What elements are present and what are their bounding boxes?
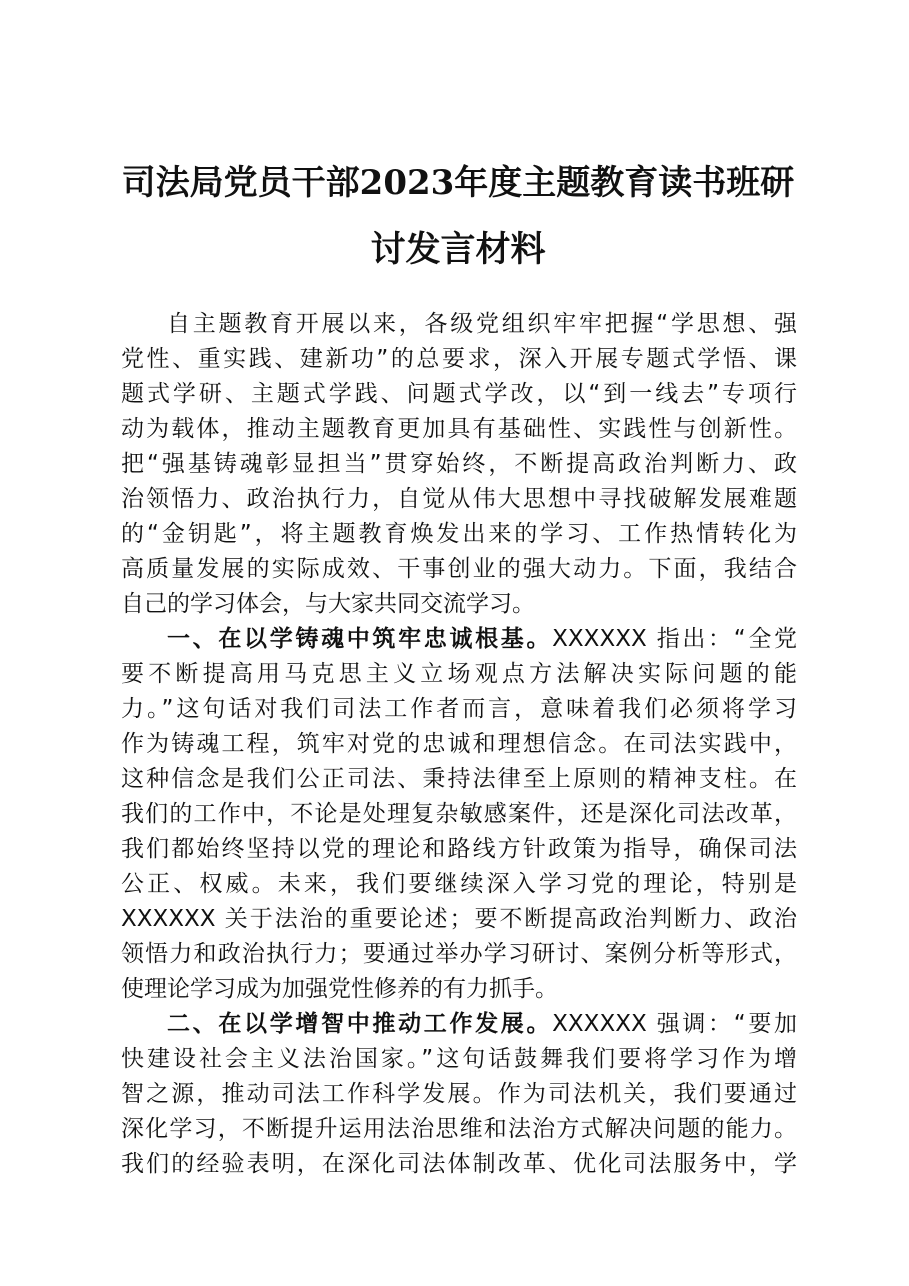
document-body bbox=[121, 307, 797, 1182]
section-1-first-line bbox=[121, 622, 797, 657]
intro-line: 自己的学习体会，与大家共同交流学习。 bbox=[121, 591, 535, 617]
section-2-line: 快建设社会主义法治国家。”这句话鼓舞我们要将学习作为增 bbox=[121, 1046, 797, 1072]
section-1-line: 作为铸魂工程，筑牢对党的忠诚和理想信念。在司法实践中， bbox=[121, 731, 797, 757]
intro-line: 动为载体，推动主题教育更加具有基础性、实践性与创新性。 bbox=[121, 416, 797, 442]
section-1-line: 公正、权威。未来，我们要继续深入学习党的理论，特别是 bbox=[121, 871, 797, 897]
section-1-heading: 一、在以学铸魂中筑牢忠诚根基。 bbox=[167, 626, 553, 652]
section-1-line: 领悟力和政治执行力；要通过举办学习研讨、案例分析等形式， bbox=[121, 941, 797, 967]
section-1-line: 这种信念是我们公正司法、秉持法律至上原则的精神支柱。在 bbox=[121, 766, 797, 792]
section-1-line: 要不断提高用马克思主义立场观点方法解决实际问题的能 bbox=[121, 661, 797, 687]
section-2-line: 我们的经验表明，在深化司法体制改革、优化司法服务中，学 bbox=[121, 1151, 797, 1177]
section-2-first-line-text: XXXXXX 强调：“要加 bbox=[552, 1011, 797, 1037]
section-2-line: 深化学习，不断提升运用法治思维和法治方式解决问题的能力。 bbox=[121, 1116, 797, 1142]
intro-line: 高质量发展的实际成效、干事创业的强大动力。下面，我结合 bbox=[121, 556, 797, 582]
section-1-line: 力。”这句话对我们司法工作者而言，意味着我们必须将学习 bbox=[121, 696, 797, 722]
intro-line: 治领悟力、政治执行力，自觉从伟大思想中寻找破解发展难题 bbox=[121, 486, 797, 512]
section-1-first-line-text: XXXXXX 指出：“全党 bbox=[552, 626, 797, 652]
section-2-heading: 二、在以学增智中推动工作发展。 bbox=[167, 1011, 553, 1037]
intro-line: 自主题教育开展以来，各级党组织牢牢把握“学思想、强 bbox=[167, 311, 797, 337]
section-2-first-line bbox=[121, 1007, 797, 1042]
section-1-line: XXXXXX 关于法治的重要论述；要不断提高政治判断力、政治 bbox=[121, 906, 797, 932]
intro-line: 题式学研、主题式学践、问题式学改，以“到一线去”专项行 bbox=[121, 381, 797, 407]
section-1-line: 我们的工作中，不论是处理复杂敏感案件，还是深化司法改革， bbox=[121, 801, 797, 827]
intro-line: 党性、重实践、建新功”的总要求，深入开展专题式学悟、课 bbox=[121, 346, 797, 372]
section-1-line: 使理论学习成为加强党性修养的有力抓手。 bbox=[121, 976, 558, 1002]
intro-line: 的“金钥匙”，将主题教育焕发出来的学习、工作热情转化为 bbox=[121, 521, 797, 547]
intro-line: 把“强基铸魂彰显担当”贯穿始终，不断提高政治判断力、政 bbox=[121, 451, 797, 477]
document-title-line-2: 讨发言材料 bbox=[370, 229, 546, 270]
document-title-line-1: 司法局党员干部2023年度主题教育读书班研 bbox=[121, 163, 795, 203]
section-2-line: 智之源，推动司法工作科学发展。作为司法机关，我们要通过 bbox=[121, 1081, 797, 1107]
section-1-line: 我们都始终坚持以党的理论和路线方针政策为指导，确保司法 bbox=[121, 836, 797, 862]
